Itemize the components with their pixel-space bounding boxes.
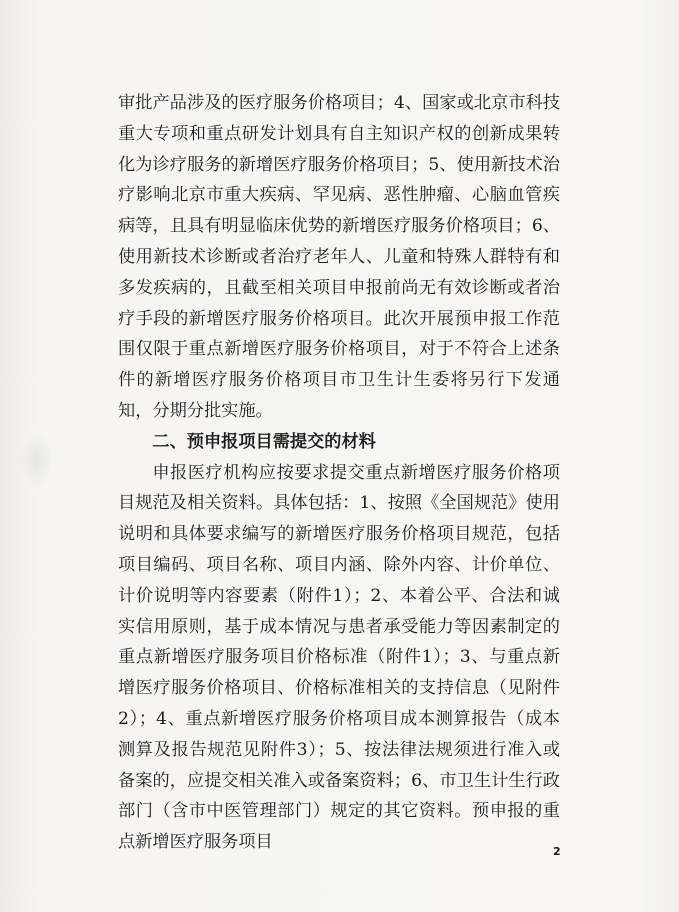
document-body — [118, 88, 560, 858]
page-number: 2 — [553, 845, 561, 858]
scan-artifact — [22, 430, 52, 490]
continued-paragraph: 审批产品涉及的医疗服务价格项目；4、国家或北京市科技重大专项和重点研发计划具有自主知识产权的创新成果转化为诊疗服务的新增医疗服务价格项目；5、使用新技术治疗影响北京市重大疾病、罕见病、恶性肿瘤、心脑血管疾病等，且具有明显临床优势的新增医疗服务价格项目；6、使用新技术诊断或者治疗老年人、儿童和特殊人群特有和多发疾病的，且截至相关项目申报前尚无有效诊断或者治疗手段的新增医疗服务价格项目。此次开展预申报工作范围仅限于重点新增医疗服务价格项目，对于不符合上述条件的新增医疗服务价格项目市卫生计生委将另行下发通知，分期分批实施。 — [118, 93, 560, 421]
section-heading: 二、预申报项目需提交的材料 — [152, 431, 376, 452]
section-paragraph: 申报医疗机构应按要求提交重点新增医疗服务价格项目规范及相关资料。具体包括：1、按照《全国规范》使用说明和具体要求编写的新增医疗服务价格项目规范，包括项目编码、项目名称、项目内涵、除外内容、计价单位、计价说明等内容要素（附件1）；2、本着公平、合法和诚实信用原则，基于成本情况与患者承受能力等因素制定的重点新增医疗服务项目价格标准（附件1）；3、与重点新增医疗服务价格项目、价格标准相关的支持信息（见附件2）；4、重点新增医疗服务价格项目成本测算报告（成本测算及报告规范见附件3）；5、按法律法规须进行准入或备案的，应提交相关准入或备案资料；6、市卫生计生行政部门（含市中医管理部门）规定的其它资料。预申报的重点新增医疗服务项目 — [118, 462, 560, 853]
